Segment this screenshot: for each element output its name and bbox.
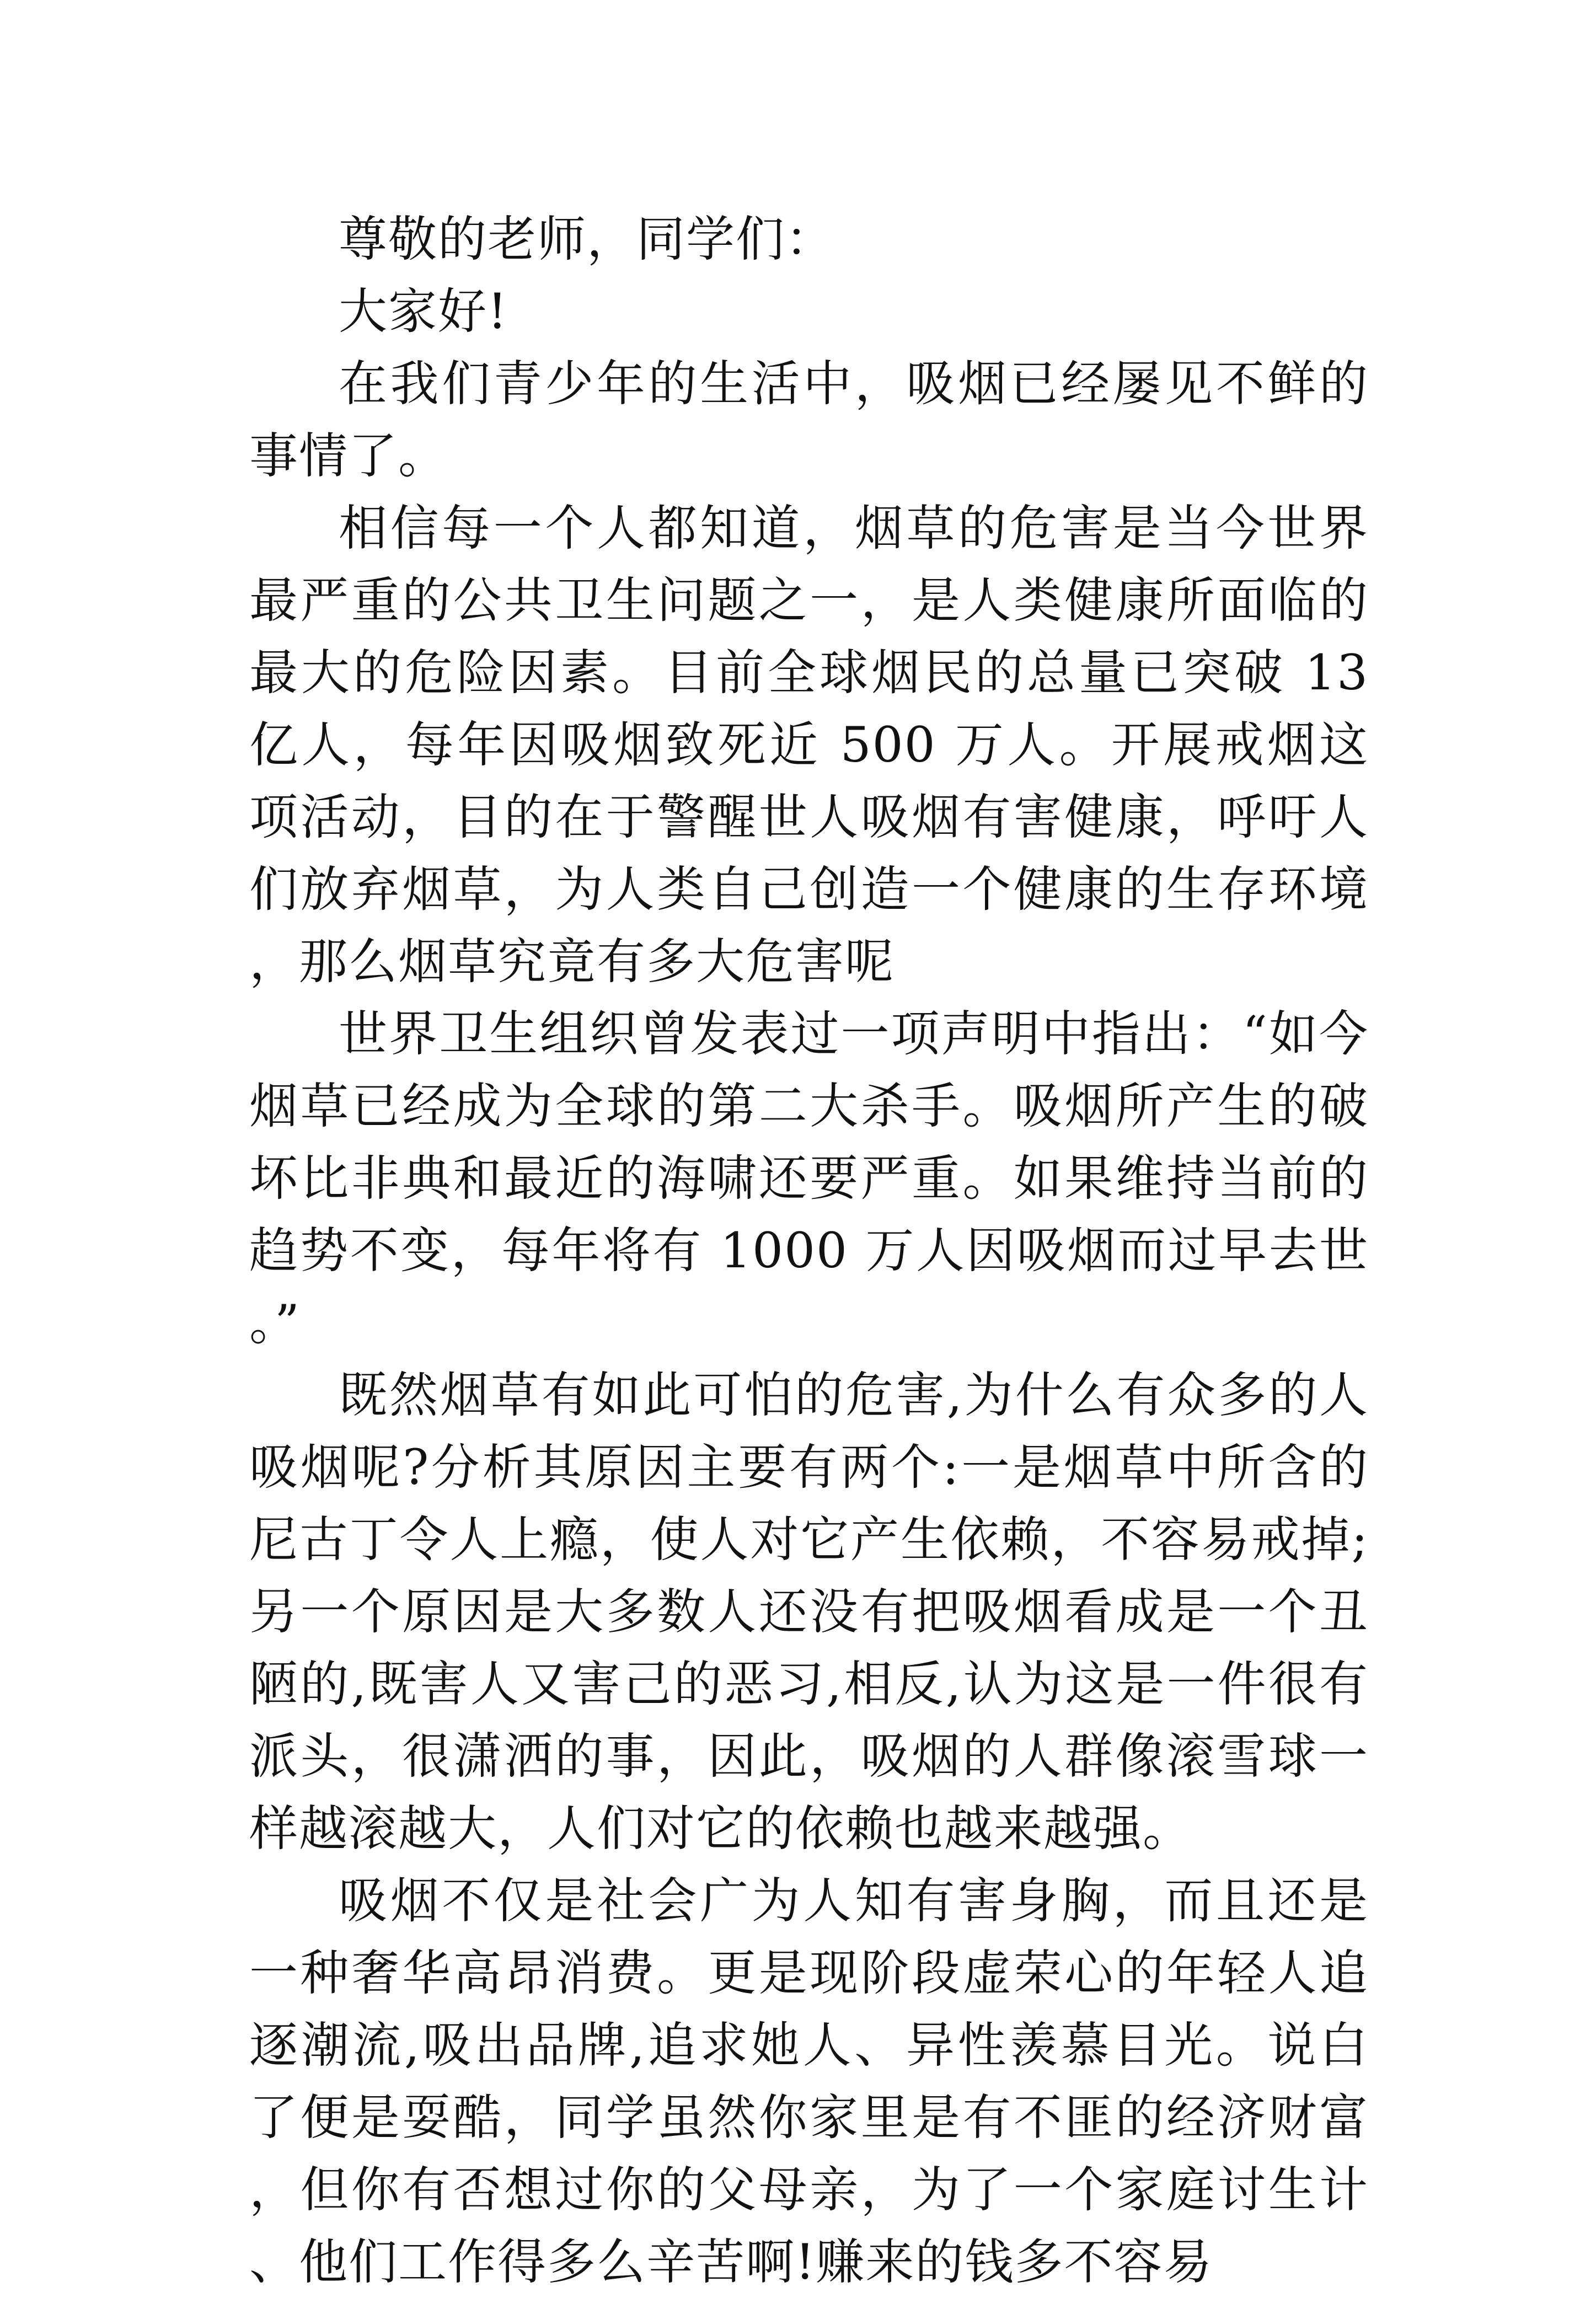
paragraph: 吸烟不仅是社会广为人知有害身胸，而且还是一种奢华高昂消费。更是现阶段虚荣心的年轻人追逐潮流,吸出品牌,追求她人、异性羡慕目光。说白了便是耍酷，同学虽然你家里是有不匪的经济财富，但你有否想过你的父母亲，为了一个家庭讨生计、他们工作得多么辛苦啊!赚来的钱多不容易: [249, 1872, 1369, 2290]
document-body: [249, 203, 1369, 2298]
paragraph: 既然烟草有如此可怕的危害,为什么有众多的人吸烟呢?分析其原因主要有两个:一是烟草中所含的尼古丁令人上瘾，使人对它产生依赖，不容易戒掉;另一个原因是大多数人还没有把吸烟看成是一个丑陋的,既害人又害己的恶习,相反,认为这是一件很有派头，很潇洒的事，因此，吸烟的人群像滚雪球一样越滚越大，人们对它的依赖也越来越强。: [249, 1367, 1369, 1857]
greeting: 大家好!: [339, 283, 508, 340]
paragraph: 在我们青少年的生活中，吸烟已经屡见不鲜的事情了。: [249, 355, 1369, 484]
paragraph: 相信每一个人都知道，烟草的危害是当今世界最严重的公共卫生问题之一，是人类健康所面临的最大的危险因素。目前全球烟民的总量已突破 13 亿人，每年因吸烟致死近 500 万人。开展戒烟这项活动，目的在于警醒世人吸烟有害健康，呼吁人们放弃烟草，为人类自己创造一个健康的生存环境，那么烟草究竟有多大危害呢: [249, 500, 1369, 990]
salutation: 尊敬的老师，同学们：: [339, 211, 836, 267]
paragraph: 世界卫生组织曾发表过一项声明中指出：“如今烟草已经成为全球的第二大杀手。吸烟所产生的破坏比非典和最近的海啸还要严重。如果维持当前的趋势不变，每年将有 1000 万人因吸烟而过早去世。”: [249, 1005, 1369, 1351]
